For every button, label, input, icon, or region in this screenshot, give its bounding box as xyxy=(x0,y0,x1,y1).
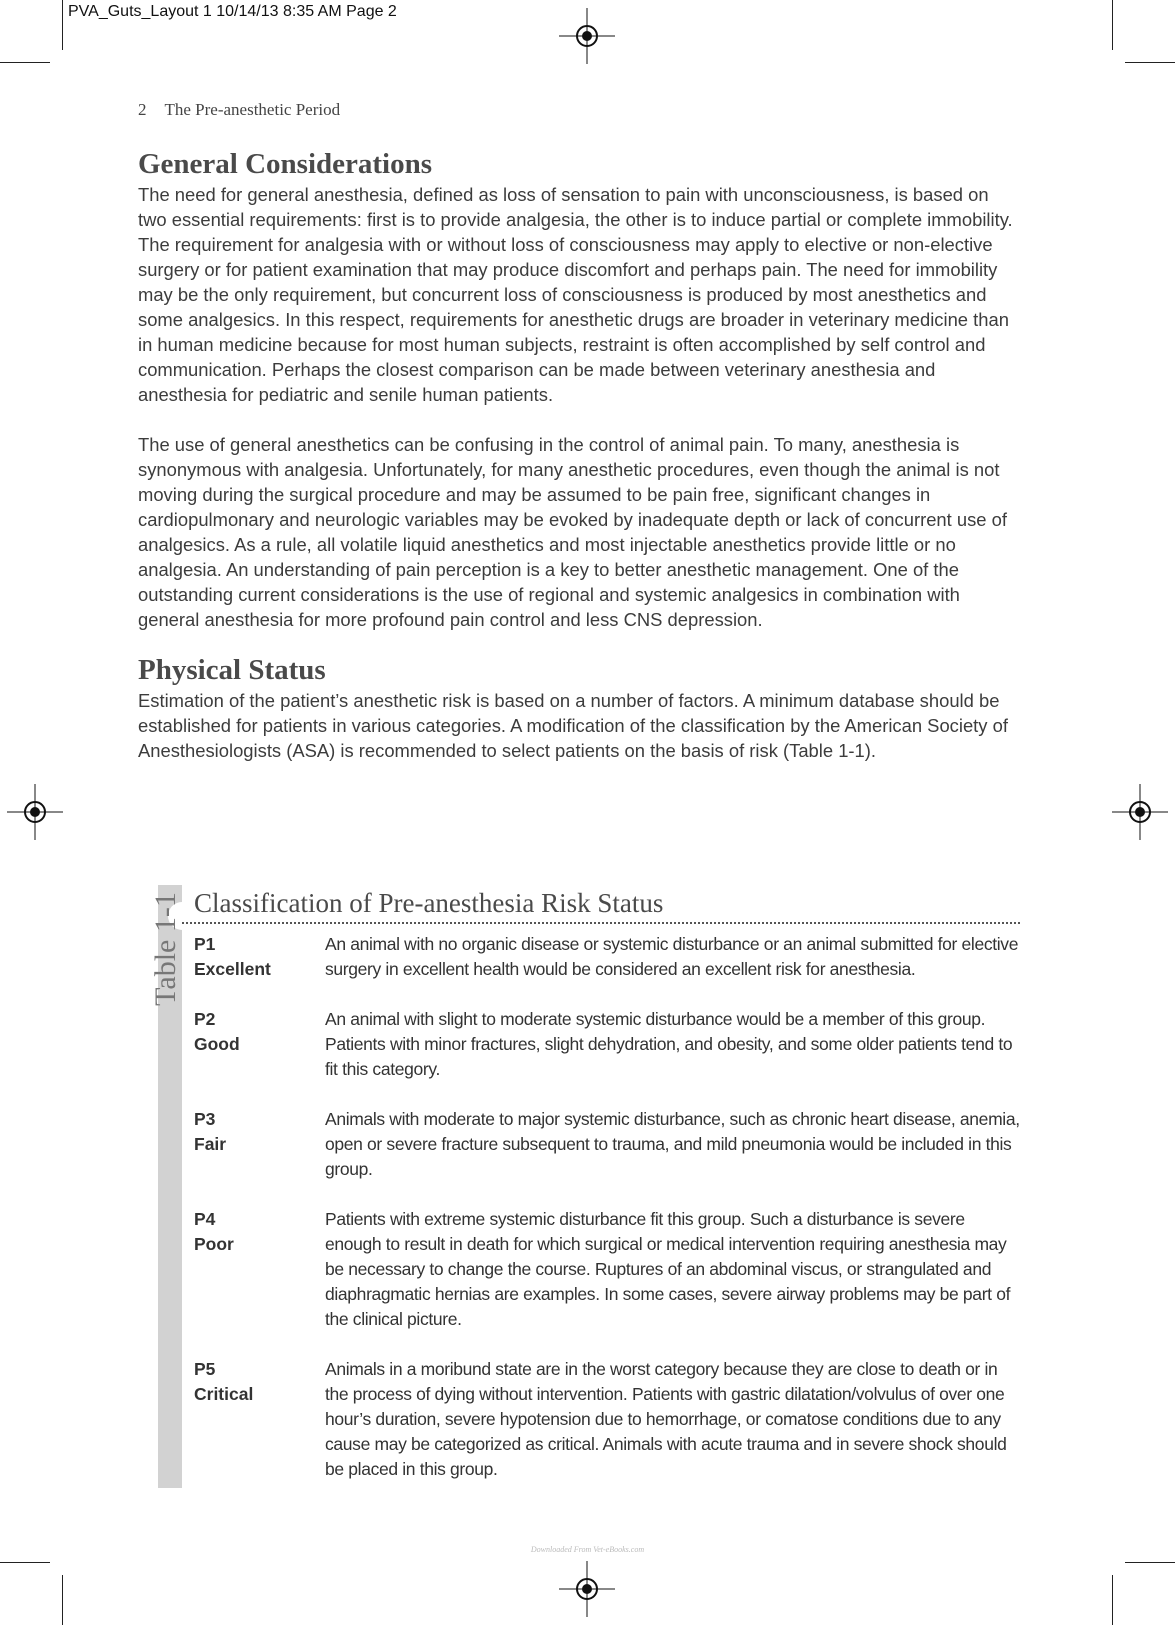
risk-class xyxy=(194,932,325,982)
section-heading-general: General Considerations xyxy=(138,148,433,180)
registration-mark-icon xyxy=(7,784,63,840)
paragraph: The use of general anesthetics can be confusing in the control of animal pain. To many, anesthesia is synonymous with analgesia. Unfortunately, for many anesthetic procedures, even though the animal is not moving during the surgical procedure and may be assumed to be pain free, significant changes in cardiopulmonary and neurologic variables may be evoked by inadequate depth or lack of concurrent use of analgesics. As a rule, all volatile liquid anesthetics and most injectable anesthetics provide little or no analgesia. An understanding of pain perception is a key to better anesthetic management. One of the outstanding current considerations is the use of regional and systemic analgesics in combination with general anesthesia for more profound pain control and less CNS depression. xyxy=(138,434,1007,630)
crop-mark xyxy=(62,0,63,50)
table-rows xyxy=(194,932,1020,1507)
table-1-1 xyxy=(138,880,1020,1488)
risk-code: P2 xyxy=(194,1009,216,1029)
table-title: Classification of Pre-anesthesia Risk Status xyxy=(194,888,664,918)
table-title-rule xyxy=(182,922,1020,924)
risk-description: An animal with slight to moderate systemic disturbance would be a member of this group. Patients with minor fractures, slight dehydration, and obesity, and some older patients tend to fit this category. xyxy=(325,1009,1013,1079)
paragraph: Estimation of the patient’s anesthetic risk is based on a number of factors. A minimum database should be established for patients in various categories. A modification of the classification by the American Society of Anesthesiologists (ASA) is recommended to select patients on the basis of risk (Table 1-1). xyxy=(138,690,1008,761)
crop-mark xyxy=(0,62,50,63)
risk-status: Excellent xyxy=(194,959,271,979)
risk-status: Good xyxy=(194,1034,240,1054)
table-row xyxy=(194,932,1020,982)
risk-status: Fair xyxy=(194,1134,227,1154)
crop-mark xyxy=(1112,1575,1113,1625)
crop-mark xyxy=(1125,62,1175,63)
registration-mark-icon xyxy=(559,1561,615,1617)
crop-mark xyxy=(62,1575,63,1625)
table-label: Table 1-1 xyxy=(149,892,182,1006)
table-row xyxy=(194,1007,1020,1082)
risk-class xyxy=(194,1007,325,1082)
registration-mark-icon xyxy=(1112,784,1168,840)
section-heading-physical-status: Physical Status xyxy=(138,654,326,686)
risk-class xyxy=(194,1357,325,1482)
table-row xyxy=(194,1357,1020,1482)
running-head xyxy=(138,100,340,120)
paragraph: The need for general anesthesia, defined as loss of sensation to pain with unconsciousness, is based on two essential requirements: first is to provide analgesia, the other is to induce partial or complete immobility. The requirement for analgesia with or without loss of consciousness may apply to elective or non-elective surgery or for patient examination that may produce discomfort and perhaps pain. The need for immobility may be the only requirement, but concurrent loss of consciousness is produced by most anesthetics and some analgesics. In this respect, requirements for anesthetic drugs are broader in veterinary medicine than in human medicine because for most human subjects, restraint is often accomplished by self control and communication. Perhaps the closest comparison can be made between veterinary anesthesia and anesthesia for pediatric and senile human patients. xyxy=(138,184,1013,405)
page-body xyxy=(138,146,1020,763)
risk-code: P4 xyxy=(194,1209,216,1229)
risk-description: An animal with no organic disease or systemic disturbance or an animal submitted for elective surgery in excellent health would be considered an excellent risk for anesthesia. xyxy=(325,934,1019,979)
risk-description: Animals in a moribund state are in the worst category because they are close to death or in the process of dying without intervention. Patients with gastric dilatation/volvulus of over one hour’s duration, severe hypotension due to hemorrhage, or comatose conditions due to any cause may be categorized as critical. Animals with acute trauma and in severe shock should be placed in this group. xyxy=(325,1359,1007,1479)
risk-code: P3 xyxy=(194,1109,216,1129)
crop-mark xyxy=(1112,0,1113,50)
page-number: 2 xyxy=(138,100,147,119)
risk-class xyxy=(194,1107,325,1182)
risk-code: P1 xyxy=(194,934,216,954)
table-row xyxy=(194,1207,1020,1332)
risk-description: Patients with extreme systemic disturbance fit this group. Such a disturbance is severe enough to result in death for which surgical or medical intervention requiring anesthesia may be necessary to change the course. Ruptures of an abdominal viscus, or strangulated and diaphragmatic hernias are examples. In some cases, severe airway problems may be part of the clinical picture. xyxy=(325,1209,1011,1329)
download-watermark: Downloaded From Vet-eBooks.com xyxy=(530,1545,645,1554)
risk-status: Poor xyxy=(194,1234,234,1254)
risk-code: P5 xyxy=(194,1359,216,1379)
running-head-title: The Pre-anesthetic Period xyxy=(164,100,341,119)
table-row xyxy=(194,1107,1020,1182)
registration-mark-icon xyxy=(559,8,615,64)
risk-class xyxy=(194,1207,325,1332)
crop-mark xyxy=(0,1562,50,1563)
risk-status: Critical xyxy=(194,1384,254,1404)
risk-description: Animals with moderate to major systemic disturbance, such as chronic heart disease, anemia, open or severe fracture subsequent to trauma, and mild pneumonia would be included in this group. xyxy=(325,1109,1020,1179)
crop-mark xyxy=(1125,1562,1175,1563)
printer-slug: PVA_Guts_Layout 1 10/14/13 8:35 AM Page 2 xyxy=(68,3,397,20)
